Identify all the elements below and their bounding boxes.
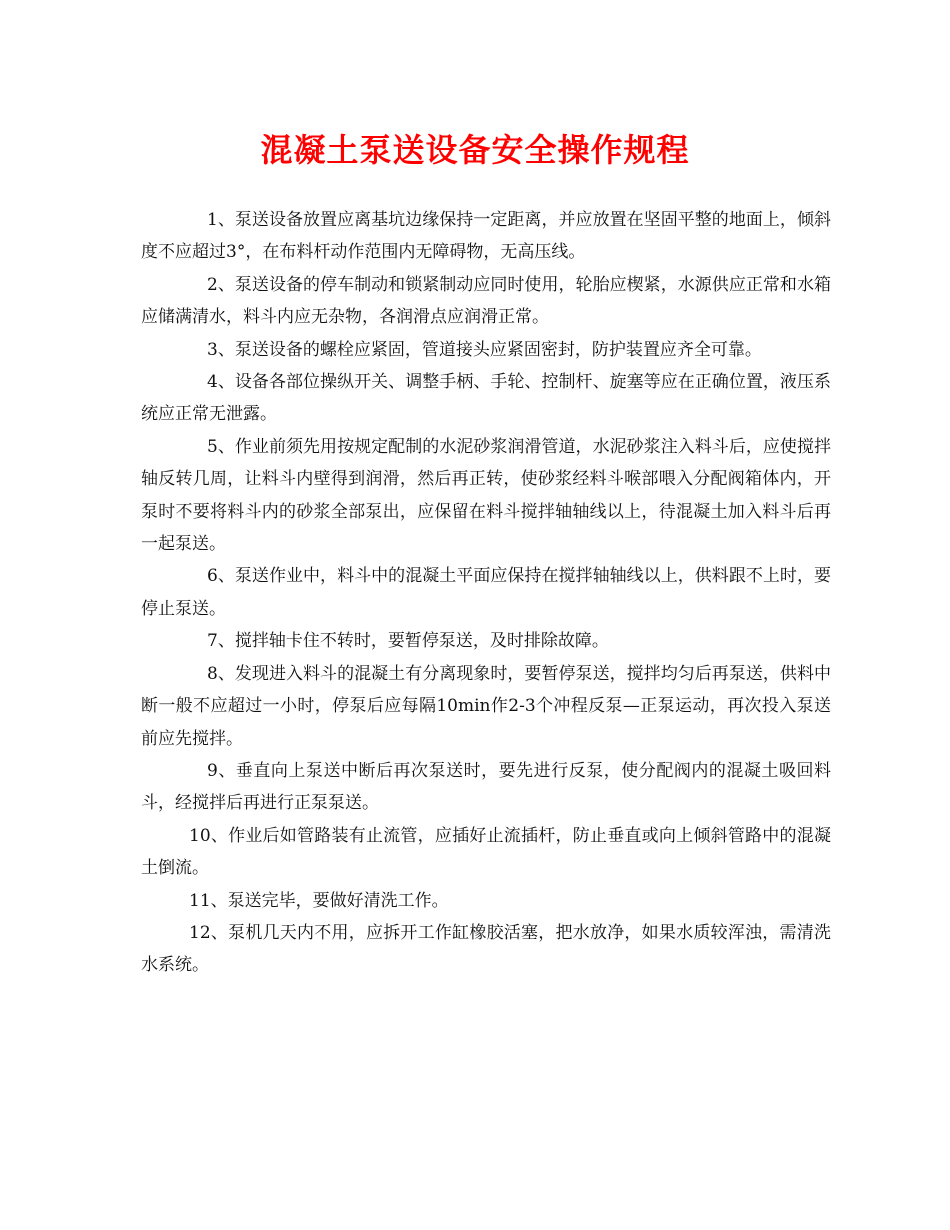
paragraph-10: 10、作业后如管路装有止流管，应插好止流插杆，防止垂直或向上倾斜管路中的混凝土倒流。 — [141, 825, 831, 879]
paragraph-7: 7、搅拌轴卡住不转时，要暂停泵送，及时排除故障。 — [207, 631, 609, 652]
paragraph-4: 4、设备各部位操纵开关、调整手柄、手轮、控制杆、旋塞等应在正确位置，液压系统应正常无泄露。 — [141, 372, 831, 425]
paragraph-8: 8、发现进入料斗的混凝土有分离现象时，要暂停泵送，搅拌均匀后再泵送，供料中断一般不应超过一小时，停泵后应每隔10min作2-3个冲程反泵—正泵运动，再次投入泵送前应先搅拌。 — [141, 663, 831, 749]
paragraph-2: 2、泵送设备的停车制动和锁紧制动应同时使用，轮胎应楔紧，水源供应正常和水箱应储满清水，料斗内应无杂物，各润滑点应润滑正常。 — [141, 274, 831, 328]
paragraph-9: 9、垂直向上泵送中断后再次泵送时，要先进行反泵，使分配阀内的混凝土吸回料斗，经搅拌后再进行正泵泵送。 — [141, 760, 831, 814]
paragraph-1: 1、泵送设备放置应离基坑边缘保持一定距离，并应放置在坚固平整的地面上，倾斜度不应超过3°，在布料杆动作范围内无障碍物，无高压线。 — [141, 210, 831, 263]
paragraph-5: 5、作业前须先用按规定配制的水泥砂浆润滑管道，水泥砂浆注入料斗后，应使搅拌轴反转几周，让料斗内壁得到润滑，然后再正转，使砂浆经料斗喉部喂入分配阀箱体内，开泵时不要将料斗内的砂浆全部泵出，应保留在料斗搅拌轴轴线以上，待混凝土加入料斗后再一起泵送。 — [141, 436, 831, 555]
paragraph-12: 12、泵机几天内不用，应拆开工作缸橡胶活塞，把水放净，如果水质较浑浊，需清洗水系统。 — [141, 922, 831, 976]
paragraph-3: 3、泵送设备的螺栓应紧固，管道接头应紧固密封，防护装置应齐全可靠。 — [207, 339, 762, 360]
document-title: 混凝土泵送设备安全操作规程 — [260, 131, 690, 169]
paragraph-11: 11、泵送完毕，要做好清洗工作。 — [189, 890, 449, 911]
document-body — [141, 204, 831, 982]
paragraph-6: 6、泵送作业中，料斗中的混凝土平面应保持在搅拌轴轴线以上，供料跟不上时，要停止泵送。 — [141, 566, 831, 619]
